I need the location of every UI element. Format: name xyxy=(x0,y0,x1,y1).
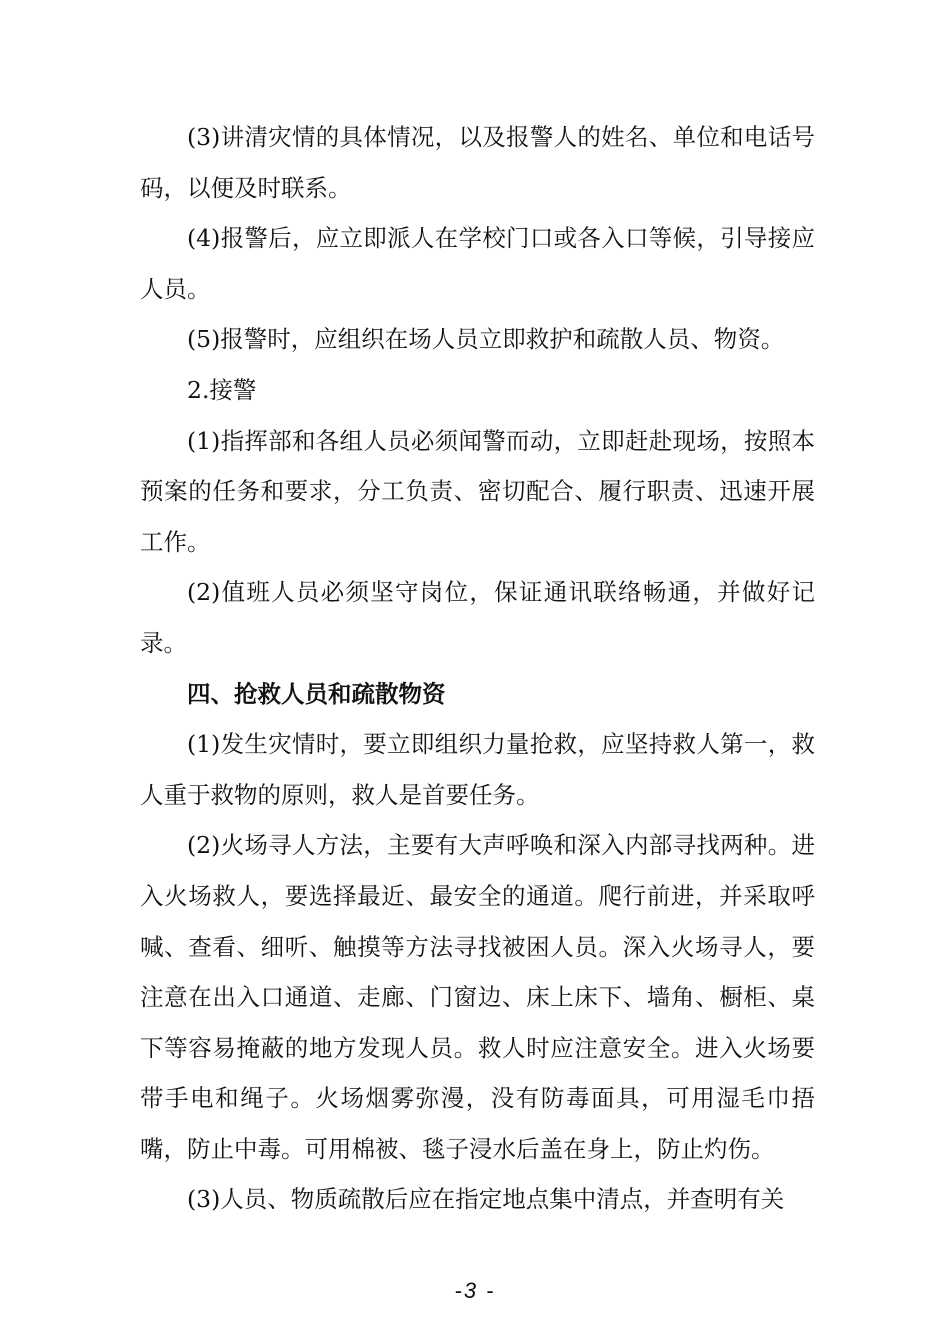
paragraph-report-wait: (4)报警后，应立即派人在学校门口或各入口等候，引导接应人员。 xyxy=(140,224,815,303)
document-body xyxy=(140,112,815,1225)
subheading-receive-alarm: 2.接警 xyxy=(187,375,257,404)
paragraph-duty-staff: (2)值班人员必须坚守岗位，保证通讯联络畅通，并做好记录。 xyxy=(140,578,815,657)
paragraph-evacuation-count: (3)人员、物质疏散后应在指定地点集中清点，并查明有关 xyxy=(187,1185,785,1214)
page-number: -3 - xyxy=(454,1278,496,1303)
section-heading-rescue: 四、抢救人员和疏散物资 xyxy=(187,679,446,708)
paragraph-rescue-first: (1)发生灾情时，要立即组织力量抢救，应坚持救人第一，救人重于救物的原则，救人是首要任务。 xyxy=(140,730,815,809)
paragraph-search-method: (2)火场寻人方法，主要有大声呼唤和深入内部寻找两种。进入火场救人，要选择最近、最安全的通道。爬行前进，并采取呼喊、查看、细听、触摸等方法寻找被困人员。深入火场寻人，要注意在出入口通道、走廊、门窗边、床上床下、墙角、橱柜、桌下等容易掩蔽的地方发现人员。救人时应注意安全。进入火场要带手电和绳子。火场烟雾弥漫，没有防毒面具，可用湿毛巾捂嘴，防止中毒。可用棉被、毯子浸水后盖在身上，防止灼伤。 xyxy=(140,831,815,1163)
paragraph-report-details: (3)讲清灾情的具体情况，以及报警人的姓名、单位和电话号码，以便及时联系。 xyxy=(140,123,815,202)
paragraph-command-response: (1)指挥部和各组人员必须闻警而动，立即赶赴现场，按照本预案的任务和要求，分工负责、密切配合、履行职责、迅速开展工作。 xyxy=(140,426,815,556)
paragraph-report-rescue: (5)报警时，应组织在场人员立即救护和疏散人员、物资。 xyxy=(187,325,785,354)
